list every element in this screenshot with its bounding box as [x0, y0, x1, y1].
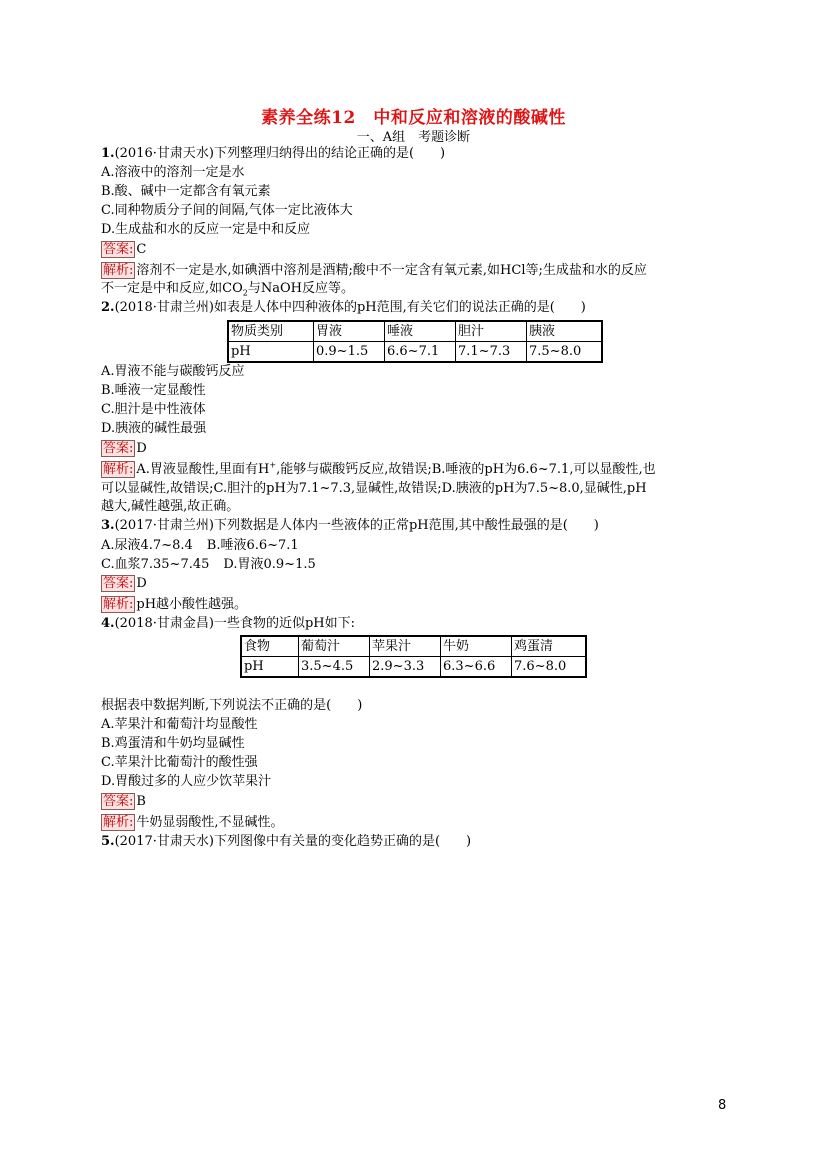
q1-stem-text: (2016·甘肃天水)下列整理归纳得出的结论正确的是( ) [114, 146, 446, 161]
q4-analysis-text: 牛奶显弱酸性,不显碱性。 [136, 815, 284, 830]
q2-answer-value: D [136, 441, 147, 456]
q3-options-row-1 [101, 537, 299, 555]
table-cell: 7.1~7.3 [456, 342, 527, 363]
table-cell: 物质类别 [228, 321, 314, 342]
page-title: 素养全练12 中和反应和溶液的酸碱性 [261, 108, 566, 128]
q1-stem [101, 145, 445, 163]
q1-answer-value: C [136, 242, 147, 257]
q3-options-row-2 [101, 556, 316, 574]
q3-answer [101, 575, 147, 593]
q3-analysis [101, 596, 247, 614]
answer-tag: 答案: [103, 441, 134, 456]
q1-analysis-text-1: 溶剂不一定是水,如碘酒中溶剂是酒精;酸中不一定含有氧元素,如HCl等;生成盐和水的反应 [136, 263, 647, 278]
q3-answer-value: D [136, 576, 147, 591]
q4-option-d: D.胃酸过多的人应少饮苹果汁 [101, 774, 272, 789]
q4-answer [101, 793, 146, 811]
q3-analysis-text: pH越小酸性越强。 [136, 597, 248, 612]
table-cell: 胆汁 [456, 321, 527, 342]
table-row [228, 342, 602, 363]
q4-option-c: C.苹果汁比葡萄汁的酸性强 [101, 755, 258, 770]
analysis-tag: 解析: [103, 263, 134, 278]
q1-analysis-line-2 [101, 280, 354, 298]
q4-analysis [101, 814, 284, 832]
q5-number: 5. [101, 834, 115, 849]
q4-number: 4. [101, 616, 115, 631]
q3-option-c: C.血浆7.35~7.45 [101, 557, 210, 572]
analysis-tag: 解析: [103, 815, 134, 830]
table-cell: 6.6~7.1 [385, 342, 456, 363]
q2-analysis-line-3: 越大,碱性越强,故正确。 [101, 499, 240, 514]
table-header-row [228, 321, 602, 342]
q2-option-b: B.唾液一定显酸性 [101, 383, 206, 398]
table-cell: 苹果汁 [370, 636, 441, 657]
table-cell: 胰液 [527, 321, 603, 342]
table-row [241, 657, 586, 678]
table-cell: 胃液 [314, 321, 385, 342]
table-cell: 2.9~3.3 [370, 657, 441, 678]
page-number: 8 [718, 1098, 727, 1113]
answer-tag: 答案: [103, 576, 134, 591]
q2-analysis-text-1a: A.胃液显酸性,里面有H [136, 462, 270, 477]
q4-answer-value: B [136, 794, 146, 809]
q2-analysis-text-1b: ,能够与碳酸钙反应,故错误;B.唾液的pH为6.6~7.1,可以显酸性,也 [276, 462, 656, 477]
table-cell: 葡萄汁 [299, 636, 370, 657]
table-cell: 食物 [241, 636, 299, 657]
q2-ph-table [227, 320, 603, 363]
q2-option-d: D.胰液的碱性最强 [101, 421, 207, 436]
q3-stem [101, 517, 599, 535]
q2-stem [101, 299, 586, 317]
table-cell: 牛奶 [441, 636, 512, 657]
q4-stem [101, 615, 355, 633]
q2-analysis-line-2: 可以显碱性,故错误;C.胆汁的pH为7.1~7.3,显碱性,故错误;D.胰液的pH为7.5~8.0,显碱性,pH [101, 481, 647, 496]
q4-ph-table [240, 635, 587, 678]
q1-analysis-text-2a: 不一定是中和反应,如CO [101, 281, 243, 296]
answer-tag: 答案: [103, 242, 134, 257]
table-cell: 7.6~8.0 [512, 657, 587, 678]
q1-analysis-text-2b: 与NaOH反应等。 [247, 281, 354, 296]
table-cell: 唾液 [385, 321, 456, 342]
q3-number: 3. [101, 518, 115, 533]
analysis-tag: 解析: [103, 597, 134, 612]
q2-option-c: C.胆汁是中性液体 [101, 402, 206, 417]
table-cell: pH [241, 657, 299, 678]
q3-option-d: D.胃液0.9~1.5 [223, 557, 316, 572]
table-cell: pH [228, 342, 314, 363]
table-cell: 鸡蛋清 [512, 636, 587, 657]
q1-option-a: A.溶液中的溶剂一定是水 [101, 165, 245, 180]
table-cell: 0.9~1.5 [314, 342, 385, 363]
q1-answer [101, 241, 146, 259]
table-cell: 3.5~4.5 [299, 657, 370, 678]
q3-option-a: A.尿液4.7~8.4 [101, 538, 193, 553]
q1-option-b: B.酸、碱中一定都含有氧元素 [101, 184, 271, 199]
q1-analysis-subscript: 2 [242, 288, 248, 298]
table-cell: 6.3~6.6 [441, 657, 512, 678]
q1-analysis [101, 262, 647, 280]
q1-option-c: C.同种物质分子间的间隔,气体一定比液体大 [101, 203, 353, 218]
q4-option-a: A.苹果汁和葡萄汁均显酸性 [101, 717, 258, 732]
q1-number: 1. [101, 146, 115, 161]
q4-question: 根据表中数据判断,下列说法不正确的是( ) [101, 698, 363, 713]
q2-analysis-superscript: + [269, 460, 277, 470]
table-header-row [241, 636, 586, 657]
q2-stem-text: (2018·甘肃兰州)如表是人体中四种液体的pH范围,有关它们的说法正确的是( ) [114, 300, 586, 315]
q2-answer [101, 440, 147, 458]
q2-number: 2. [101, 300, 115, 315]
q5-stem [101, 833, 471, 851]
q1-option-d: D.生成盐和水的反应一定是中和反应 [101, 222, 311, 237]
table-cell: 7.5~8.0 [527, 342, 603, 363]
q3-option-b: B.唾液6.6~7.1 [206, 538, 299, 553]
q4-option-b: B.鸡蛋清和牛奶均显碱性 [101, 736, 245, 751]
q5-stem-text: (2017·甘肃天水)下列图像中有关量的变化趋势正确的是( ) [114, 834, 472, 849]
q3-stem-text: (2017·甘肃兰州)下列数据是人体内一些液体的正常pH范围,其中酸性最强的是( ) [114, 518, 599, 533]
answer-tag: 答案: [103, 794, 134, 809]
q2-option-a: A.胃液不能与碳酸钙反应 [101, 364, 245, 379]
q4-stem-text: (2018·甘肃金昌)一些食物的近似pH如下: [114, 616, 355, 631]
q2-analysis [101, 461, 656, 479]
analysis-tag: 解析: [103, 462, 134, 477]
section-heading: 一、A组 考题诊断 [356, 130, 471, 145]
